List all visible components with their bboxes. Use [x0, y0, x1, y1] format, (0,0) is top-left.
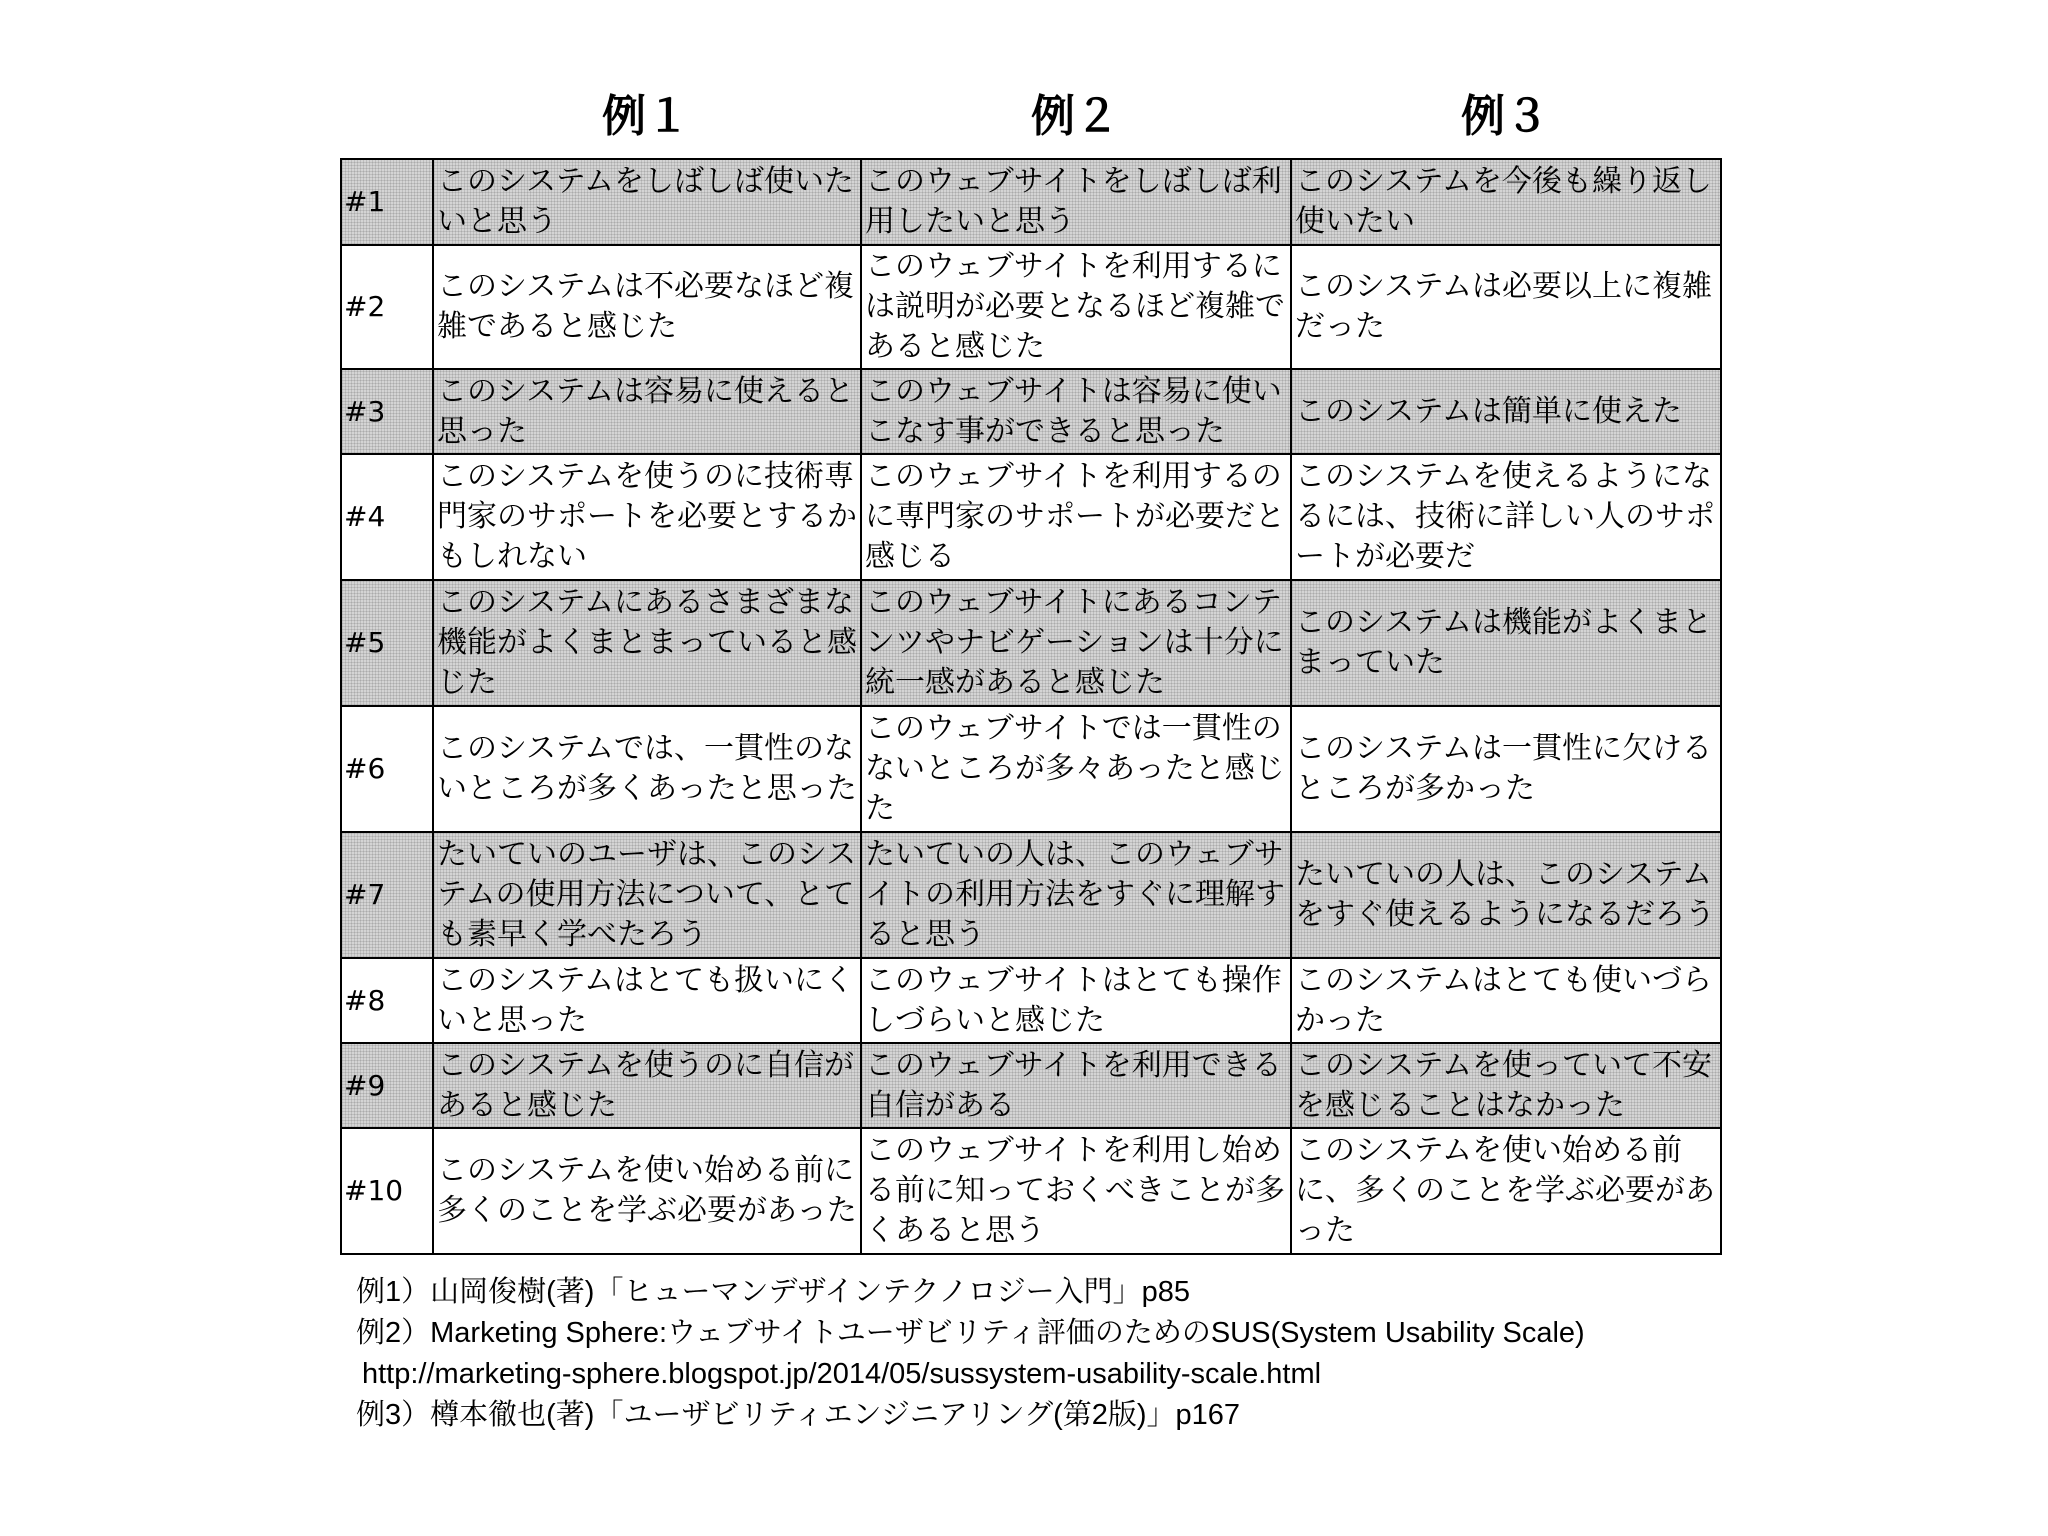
example-1-text: このシステムはとても扱いにくいと思った [433, 958, 861, 1043]
column-header-example-3: 例３ [1461, 91, 1549, 142]
column-header-example-2: 例２ [1031, 91, 1119, 142]
example-3-text: たいていの人は、このシステムをすぐ使えるようになるだろう [1291, 832, 1721, 958]
example-3-text: このシステムは一貫性に欠けるところが多かった [1291, 706, 1721, 832]
table-row [341, 245, 1721, 369]
column-headers [432, 82, 1720, 152]
example-3-text: このシステムを今後も繰り返し使いたい [1291, 159, 1721, 245]
item-number: #3 [341, 369, 433, 454]
item-number: #8 [341, 958, 433, 1043]
item-number: #10 [341, 1128, 433, 1254]
example-1-text: このシステムでは、一貫性のないところが多くあったと思った [433, 706, 861, 832]
example-1-text: このシステムを使うのに技術専門家のサポートを必要とするかもしれない [433, 454, 861, 580]
example-3-text: このシステムは簡単に使えた [1291, 369, 1721, 454]
example-3-text: このシステムは機能がよくまとまっていた [1291, 580, 1721, 706]
reference-1: 例1）山岡俊樹(著)「ヒューマンデザインテクノロジー入門」p85 [356, 1276, 1191, 1308]
example-2-text: このウェブサイトを利用するのに専門家のサポートが必要だと感じる [861, 454, 1291, 580]
example-3-text: このシステムを使えるようになるには、技術に詳しい人のサポートが必要だ [1291, 454, 1721, 580]
column-header-example-1: 例１ [602, 91, 690, 142]
table-row [341, 958, 1721, 1043]
example-2-text: たいていの人は、このウェブサイトの利用方法をすぐに理解すると思う [861, 832, 1291, 958]
table-row [341, 159, 1721, 245]
references [356, 1272, 1756, 1436]
example-2-text: このウェブサイトでは一貫性のないところが多々あったと感じた [861, 706, 1291, 832]
example-1-text: このシステムは不必要なほど複雑であると感じた [433, 245, 861, 369]
table-row [341, 706, 1721, 832]
item-number: #6 [341, 706, 433, 832]
example-1-text: たいていのユーザは、このシステムの使用方法について、とても素早く学べたろう [433, 832, 861, 958]
item-number: #1 [341, 159, 433, 245]
example-1-text: このシステムを使うのに自信があると感じた [433, 1043, 861, 1128]
item-number: #2 [341, 245, 433, 369]
example-1-text: このシステムをしばしば使いたいと思う [433, 159, 861, 245]
table-body [341, 159, 1721, 1254]
example-2-text: このウェブサイトはとても操作しづらいと感じた [861, 958, 1291, 1043]
example-1-text: このシステムは容易に使えると思った [433, 369, 861, 454]
table-row [341, 1043, 1721, 1128]
table-row [341, 832, 1721, 958]
example-1-text: このシステムにあるさまざまな機能がよくまとまっていると感じた [433, 580, 861, 706]
example-3-text: このシステムは必要以上に複雑だった [1291, 245, 1721, 369]
item-number: #9 [341, 1043, 433, 1128]
example-2-text: このウェブサイトを利用できる自信がある [861, 1043, 1291, 1128]
example-2-text: このウェブサイトを利用し始める前に知っておくべきことが多くあると思う [861, 1128, 1291, 1254]
reference-2: 例2）Marketing Sphere:ウェブサイトユーザビリティ評価のためのSUS(System Usability Scale) [356, 1317, 1585, 1349]
reference-3: 例3）樽本徹也(著)「ユーザビリティエンジニアリング(第2版)」p167 [356, 1399, 1241, 1431]
example-3-text: このシステムを使い始める前に、多くのことを学ぶ必要があった [1291, 1128, 1721, 1254]
example-2-text: このウェブサイトをしばしば利用したいと思う [861, 159, 1291, 245]
example-3-text: このシステムはとても使いづらかった [1291, 958, 1721, 1043]
sus-comparison-table [340, 158, 1722, 1255]
example-2-text: このウェブサイトは容易に使いこなす事ができると思った [861, 369, 1291, 454]
table-row [341, 1128, 1721, 1254]
table-row [341, 580, 1721, 706]
example-2-text: このウェブサイトを利用するには説明が必要となるほど複雑であると感じた [861, 245, 1291, 369]
table-row [341, 454, 1721, 580]
reference-2-url[interactable]: http://marketing-sphere.blogspot.jp/2014/05/sussystem-usability-scale.html [362, 1358, 1322, 1390]
example-1-text: このシステムを使い始める前に多くのことを学ぶ必要があった [433, 1128, 861, 1254]
item-number: #4 [341, 454, 433, 580]
example-2-text: このウェブサイトにあるコンテンツやナビゲーションは十分に統一感があると感じた [861, 580, 1291, 706]
example-3-text: このシステムを使っていて不安を感じることはなかった [1291, 1043, 1721, 1128]
item-number: #7 [341, 832, 433, 958]
item-number: #5 [341, 580, 433, 706]
table-row [341, 369, 1721, 454]
